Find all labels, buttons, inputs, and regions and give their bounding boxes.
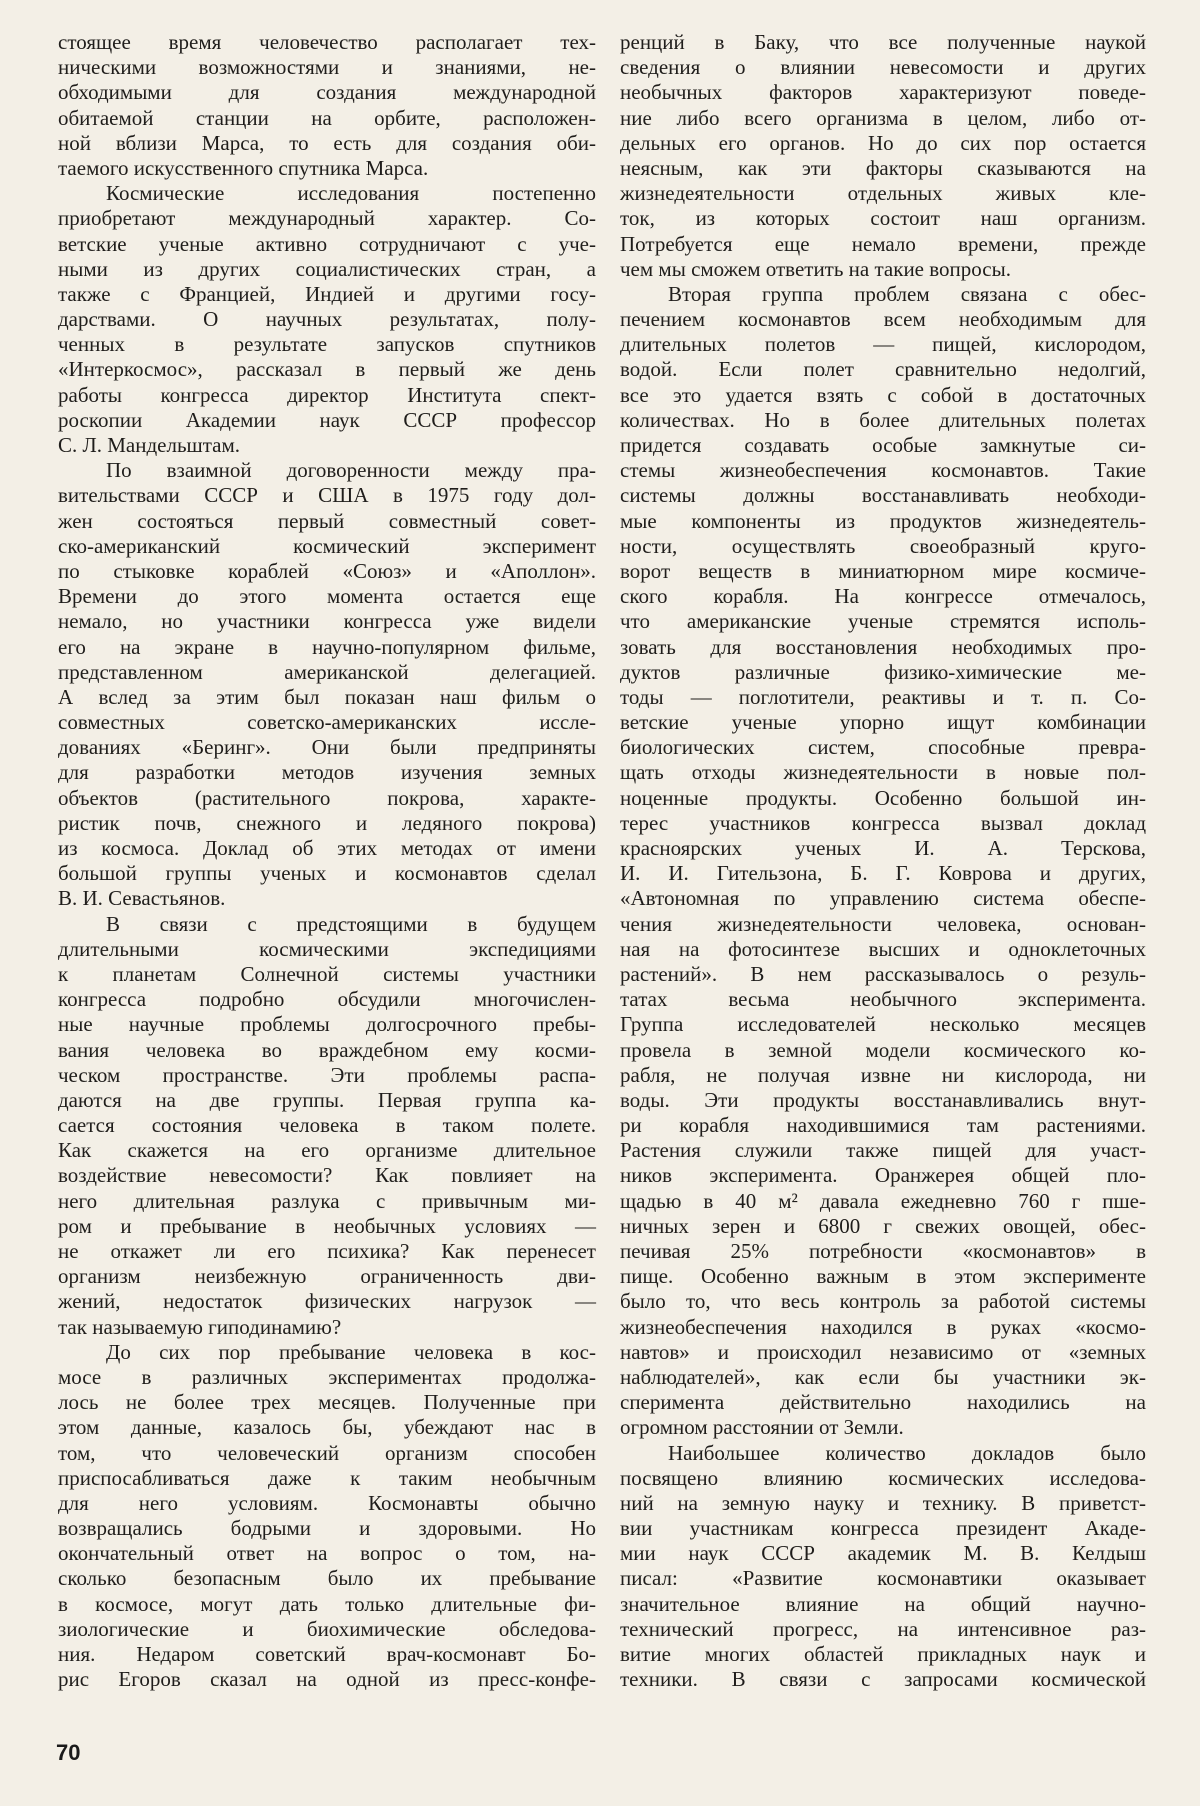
text-line: витие многих областей прикладных наук и <box>620 1642 1146 1666</box>
paragraph <box>58 30 596 181</box>
text-line: А вслед за этим был показан наш фильм о <box>58 684 596 709</box>
text-line: пище. Особенно важным в этом эксперименте <box>620 1264 1146 1289</box>
text-line: ние либо всего организма в целом, либо от- <box>620 105 1146 130</box>
text-line: в космосе, могут дать только длительные фи- <box>58 1591 596 1616</box>
text-line: В связи с предстоящими в будущем <box>106 911 596 936</box>
text-line: сается состояния человека в таком полете. <box>58 1113 596 1138</box>
paragraph <box>620 1441 1146 1693</box>
text-line: было то, что весь контроль за работой системы <box>620 1289 1146 1314</box>
text-line: ток, из которых состоит наш организм. <box>620 206 1146 231</box>
text-line: что американские ученые стремятся исполь- <box>620 609 1146 634</box>
text-line: по стыковке кораблей «Союз» и «Аполлон». <box>58 558 596 583</box>
text-line: к планетам Солнечной системы участники <box>58 961 596 986</box>
text-line: провела в земной модели космического ко- <box>620 1037 1146 1062</box>
text-line: писал: «Развитие космонавтики оказывает <box>620 1566 1146 1591</box>
text-line: дельных его органов. Но до сих пор остается <box>620 130 1146 155</box>
text-line: лось не более трех месяцев. Полученные при <box>58 1390 596 1415</box>
text-line: мые компоненты из продуктов жизнедеятель- <box>620 508 1146 533</box>
text-line: ского корабля. На конгрессе отмечалось, <box>620 584 1146 609</box>
text-line: С. Л. Мандельштам. <box>58 433 241 457</box>
text-line: водой. Если полет сравнительно недолгий, <box>620 357 1146 382</box>
text-line: ческом пространстве. Эти проблемы распа- <box>58 1062 596 1087</box>
text-line: воды. Эти продукты восстанавливались внут- <box>620 1087 1146 1112</box>
text-line: Потребуется еще немало времени, прежде <box>620 231 1146 256</box>
text-line: его на экране в научно-популярном фильме, <box>58 634 596 659</box>
text-line: терес участников конгресса вызвал доклад <box>620 810 1146 835</box>
text-line: технический прогресс, на интенсивное раз- <box>620 1616 1146 1641</box>
text-line: ворот веществ в миниатюрном мире космиче- <box>620 558 1146 583</box>
text-line: окончательный ответ на вопрос о том, на- <box>58 1541 596 1566</box>
text-line: Как скажется на его организме длительное <box>58 1138 596 1163</box>
text-line: зовать для восстановления необходимых про- <box>620 634 1146 659</box>
text-line: длительных полетов — пищей, кислородом, <box>620 332 1146 357</box>
text-line: организм неизбежную ограниченность дви- <box>58 1264 596 1289</box>
text-line: посвящено влиянию космических исследова- <box>620 1465 1146 1490</box>
text-line: значительное влияние на общий научно- <box>620 1591 1146 1616</box>
text-line: рис Егоров сказал на одной из пресс-конфе- <box>58 1667 596 1692</box>
text-line: жизнедеятельности отдельных живых кле- <box>620 181 1146 206</box>
text-line: ветские ученые упорно ищут комбинации <box>620 710 1146 735</box>
text-line: совместных советско-американских иссле- <box>58 710 596 735</box>
text-line: этом данные, казалось бы, убеждают нас в <box>58 1415 596 1440</box>
paragraph <box>620 282 1146 1441</box>
text-line: И. И. Гительзона, Б. Г. Коврова и других, <box>620 861 1146 886</box>
text-line: приспосабливаться даже к таким необычным <box>58 1465 596 1490</box>
text-line: ний на земную науку и технику. В приветст- <box>620 1490 1146 1515</box>
paragraph <box>620 30 1146 282</box>
text-line: ветские ученые активно сотрудничают с уче- <box>58 231 596 256</box>
text-line: ная на фотосинтезе высших и одноклеточных <box>620 936 1146 961</box>
text-line: роскопии Академии наук СССР профессор <box>58 407 596 432</box>
text-line: ния. Недаром советский врач-космонавт Бо- <box>58 1642 596 1666</box>
text-line: ников эксперимента. Оранжерея общей пло- <box>620 1163 1146 1188</box>
text-line: стоящее время человечество располагает тех- <box>58 30 596 54</box>
text-line: работы конгресса директор Института спект- <box>58 382 596 407</box>
text-line: растений». В нем рассказывалось о резуль- <box>620 961 1146 986</box>
text-line: Наибольшее количество докладов было <box>668 1440 1146 1465</box>
text-line: печением космонавтов всем необходимым для <box>620 307 1146 332</box>
text-line: придется создавать особые замкнутые си- <box>620 433 1146 457</box>
page-number: 70 <box>56 1740 81 1765</box>
text-line: даются на две группы. Первая группа ка- <box>58 1087 596 1112</box>
text-line: «Интеркосмос», рассказал в первый же день <box>58 357 596 382</box>
text-line: обходимыми для создания международной <box>58 80 596 105</box>
text-line: По взаимной договоренности между пра- <box>106 458 596 483</box>
text-line: ско-американский космический эксперимент <box>58 533 596 558</box>
text-line: зиологические и биохимические обследова- <box>58 1616 596 1641</box>
text-line: мии наук СССР академик М. В. Келдыш <box>620 1541 1146 1566</box>
text-line: Группа исследователей несколько месяцев <box>620 1012 1146 1037</box>
text-line: сведения о влиянии невесомости и других <box>620 55 1146 80</box>
text-line: объектов (растительного покрова, характе- <box>58 785 596 810</box>
text-line: ром и пребывание в необычных условиях — <box>58 1213 596 1238</box>
text-line: воздействие невесомости? Как повлияет на <box>58 1163 596 1188</box>
text-line: ническими возможностями и знаниями, не- <box>58 55 596 80</box>
text-line: неясным, как эти факторы сказываются на <box>620 155 1146 180</box>
text-line: него длительная разлука с привычным ми- <box>58 1188 596 1213</box>
paragraph <box>58 181 596 458</box>
text-line: навтов» и происходил независимо от «земных <box>620 1339 1146 1364</box>
text-line: дарствами. О научных результатах, полу- <box>58 307 596 332</box>
text-line: обитаемой станции на орбите, расположен- <box>58 105 596 130</box>
text-line: для него условиям. Космонавты обычно <box>58 1490 596 1515</box>
text-line: жений, недостаток физических нагрузок — <box>58 1289 596 1314</box>
text-line: все это удается взять с собой в достаточных <box>620 382 1146 407</box>
text-line: татах весьма необычного эксперимента. <box>620 987 1146 1012</box>
paragraph <box>58 1340 596 1693</box>
text-line: ничных зерен и 6800 г свежих овощей, обес- <box>620 1213 1146 1238</box>
text-line: щать отходы жизнедеятельности в новые пол- <box>620 760 1146 785</box>
text-line: биологических систем, способные превра- <box>620 735 1146 760</box>
text-line: вии участникам конгресса президент Акаде- <box>620 1516 1146 1541</box>
text-line: ристик почв, снежного и ледяного покрова) <box>58 810 596 835</box>
text-line: печивая 25% потребности «космонавтов» в <box>620 1239 1146 1263</box>
text-line: жен состояться первый совместный совет- <box>58 508 596 533</box>
text-line: жизнеобеспечения находился в руках «космо- <box>620 1314 1146 1339</box>
text-line: Времени до этого момента остается еще <box>58 584 596 609</box>
text-line: для разработки методов изучения земных <box>58 760 596 785</box>
text-line: чения жизнедеятельности человека, основан- <box>620 911 1146 936</box>
text-line: дуктов различные физико-химические ме- <box>620 659 1146 684</box>
text-line: щадью в 40 м² давала ежедневно 760 г пше- <box>620 1188 1146 1213</box>
text-line: ренций в Баку, что все полученные наукой <box>620 30 1146 54</box>
text-line: необычных факторов характеризуют поведе- <box>620 80 1146 105</box>
left-column <box>58 30 596 1692</box>
text-line: сперимента действительно находились на <box>620 1390 1146 1415</box>
text-line: стемы жизнеобеспечения космонавтов. Такие <box>620 458 1146 483</box>
text-line: Вторая группа проблем связана с обес- <box>668 281 1146 306</box>
text-line: таемого искусственного спутника Марса. <box>58 155 429 180</box>
text-line: До сих пор пребывание человека в кос- <box>106 1339 596 1364</box>
text-line: тоды — поглотители, реактивы и т. п. Со- <box>620 684 1146 709</box>
text-line: огромном расстоянии от Земли. <box>620 1415 904 1440</box>
text-line: немало, но участники конгресса уже видели <box>58 609 596 634</box>
text-line: возвращались бодрыми и здоровыми. Но <box>58 1516 596 1541</box>
text-line: наблюдателей», как если бы участники эк- <box>620 1364 1146 1389</box>
text-line: так называемую гиподинамию? <box>58 1314 342 1339</box>
text-line: представленном американской делегацией. <box>58 659 596 684</box>
text-line: системы должны восстанавливать необходи- <box>620 483 1146 508</box>
text-line: вания человека во враждебном ему косми- <box>58 1037 596 1062</box>
text-line: ри корабля находившимися там растениями. <box>620 1113 1146 1138</box>
text-line: большой группы ученых и космонавтов сделал <box>58 861 596 886</box>
text-line: чем мы сможем ответить на такие вопросы. <box>620 256 1011 281</box>
paragraph <box>58 912 596 1340</box>
text-line: ности, осуществлять своеобразный круго- <box>620 533 1146 558</box>
text-line: Космические исследования постепенно <box>106 181 596 206</box>
text-line: мосе в различных экспериментах продолжа- <box>58 1364 596 1389</box>
right-column <box>620 30 1146 1692</box>
text-line: из космоса. Доклад об этих методах от имени <box>58 836 596 860</box>
text-line: красноярских ученых И. А. Терскова, <box>620 836 1146 860</box>
text-line: сколько безопасным было их пребывание <box>58 1566 596 1591</box>
text-line: ноценные продукты. Особенно большой ин- <box>620 785 1146 810</box>
text-line: Растения служили также пищей для участ- <box>620 1138 1146 1163</box>
text-line: не откажет ли его психика? Как перенесет <box>58 1239 596 1263</box>
text-line: приобретают международный характер. Со- <box>58 206 596 231</box>
text-line: вительствами СССР и США в 1975 году дол- <box>58 483 596 508</box>
text-line: дованиях «Беринг». Они были предприняты <box>58 735 596 760</box>
text-line: ченных в результате запусков спутников <box>58 332 596 357</box>
text-line: том, что человеческий организм способен <box>58 1440 596 1465</box>
text-line: ными из других социалистических стран, а <box>58 256 596 281</box>
text-line: длительными космическими экспедициями <box>58 936 596 961</box>
text-line: количествах. Но в более длительных полетах <box>620 407 1146 432</box>
text-line: ные научные проблемы долгосрочного пребы- <box>58 1012 596 1037</box>
text-line: конгресса подробно обсудили многочислен- <box>58 987 596 1012</box>
text-line: ной вблизи Марса, то есть для создания оби- <box>58 130 596 155</box>
text-line: также с Францией, Индией и другими госу- <box>58 281 596 306</box>
text-line: рабля, не получая извне ни кислорода, ни <box>620 1062 1146 1087</box>
text-line: «Автономная по управлению система обеспе- <box>620 886 1146 911</box>
paragraph <box>58 458 596 911</box>
text-line: В. И. Севастьянов. <box>58 886 226 911</box>
text-line: техники. В связи с запросами космической <box>620 1667 1146 1692</box>
